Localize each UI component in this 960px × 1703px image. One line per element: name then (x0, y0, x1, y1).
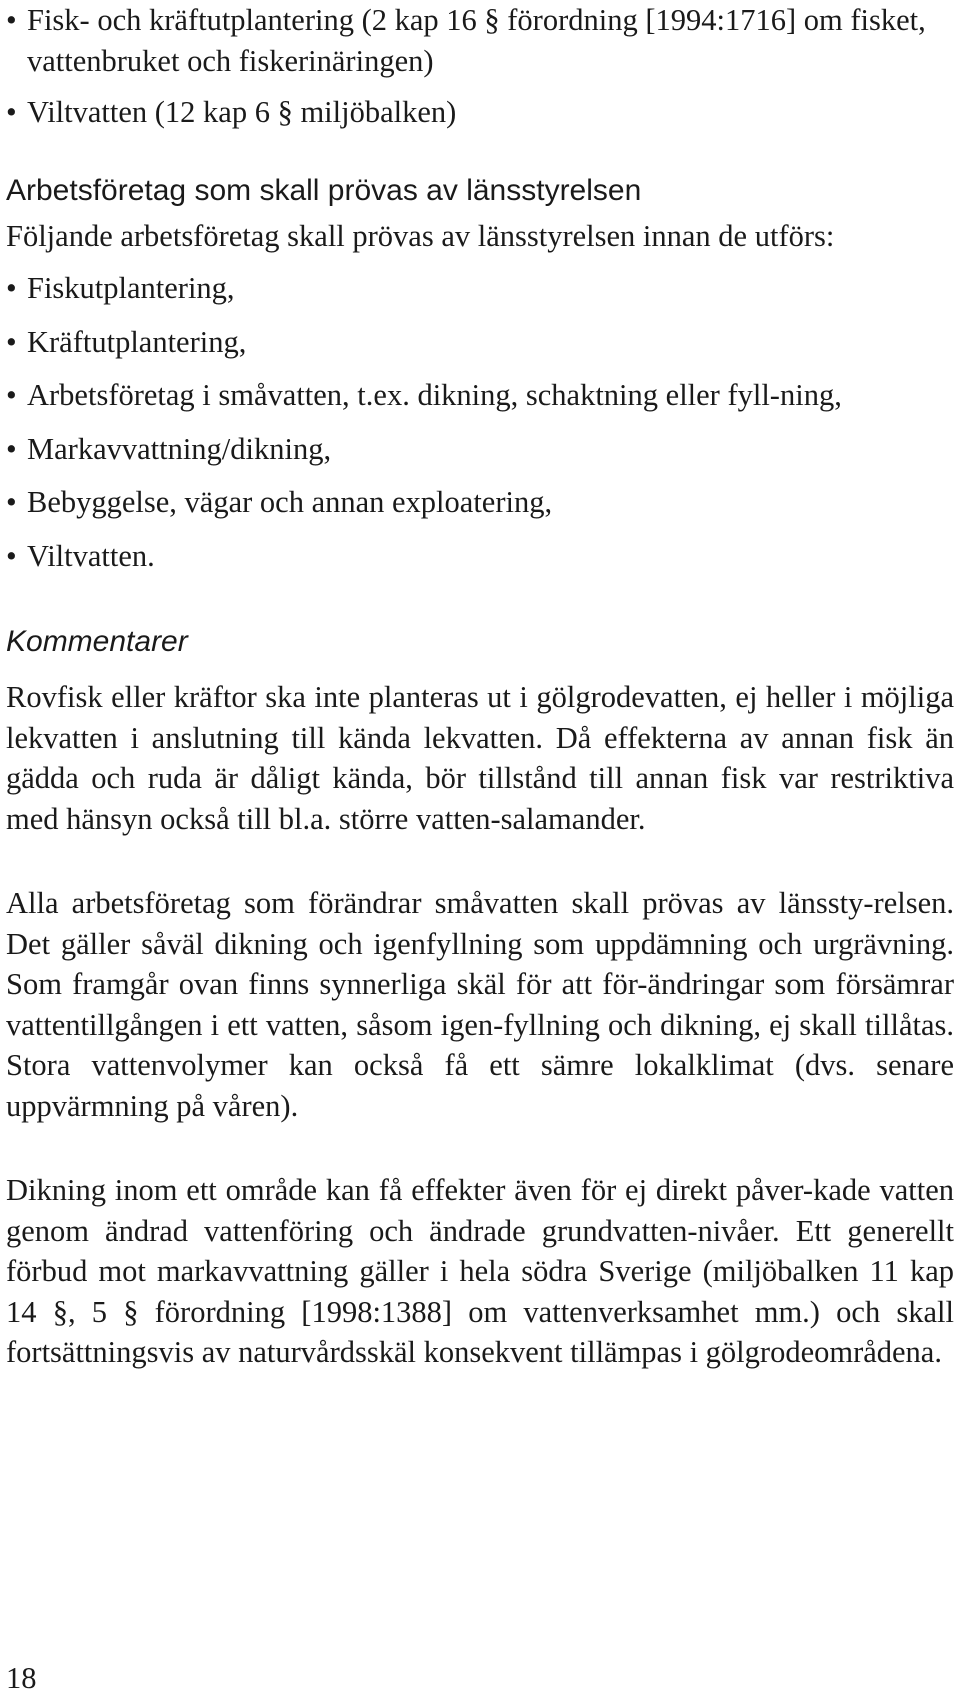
comment-paragraph: Dikning inom ett område kan få effekter även för ej direkt påver-kade vatten genom ändrad vattenföring och ändrade grundvatten-nivåer. Ett generellt förbud mot markavvattning gäller i hela södra Sverige (miljöbalken 11 kap 14 §, 5 § förordning [1998:1388] om vattenverksamhet mm.) och skall fortsättningsvis av naturvårdsskäl konsekvent tillämpas i gölgrodeområdena. (6, 1173, 954, 1369)
document-page (6, 0, 954, 1417)
list-item: • Bebyggelse, vägar och annan exploatering, (6, 482, 954, 523)
comment-paragraph: Alla arbetsföretag som förändrar småvatten skall prövas av länssty-relsen. Det gäller såväl dikning och igenfyllning som uppdämning och urgrävning. Som framgår ovan finns synnerliga skäl för att för-ändringar som försämrar vattentillgången i ett vatten, såsom igen-fyllning och dikning, ej skall tillåtas. Stora vattenvolymer kan också få ett sämre lokalklimat (dvs. senare uppvärmning på våren). (6, 886, 954, 1123)
list-item: • Viltvatten. (6, 536, 954, 577)
section-intro: Följande arbetsföretag skall prövas av länsstyrelsen innan de utförs: (6, 218, 835, 253)
list-item: • Arbetsföretag i småvatten, t.ex. dikning, schaktning eller fyll-ning, (6, 375, 954, 416)
work-types-list (6, 268, 954, 576)
list-item: • Markavvattning/dikning, (6, 429, 954, 470)
list-item: • Viltvatten (12 kap 6 § miljöbalken) (6, 92, 954, 133)
list-item: • Fiskutplantering, (6, 268, 954, 309)
list-item: • Fisk- och kräftutplantering (2 kap 16 § förordning [1994:1716] om fisket, vattenbruket och fiskerinäringen) (6, 0, 954, 81)
section-heading: Arbetsföretag som skall prövas av länsstyrelsen (6, 173, 642, 207)
legal-references-list (6, 0, 954, 133)
comment-paragraph: Rovfisk eller kräftor ska inte planteras ut i gölgrodevatten, ej heller i möjliga lekvatten i anslutning till kända lekvatten. Då effekterna av annan fisk än gädda och ruda är dåligt kända, bör tillstånd till annan fisk var restriktiva med hänsyn också till bl.a. större vatten-salamander. (6, 680, 954, 836)
comments-heading: Kommentarer (6, 625, 188, 658)
list-item: • Kräftutplantering, (6, 322, 954, 363)
page-number: 18 (6, 1661, 37, 1695)
